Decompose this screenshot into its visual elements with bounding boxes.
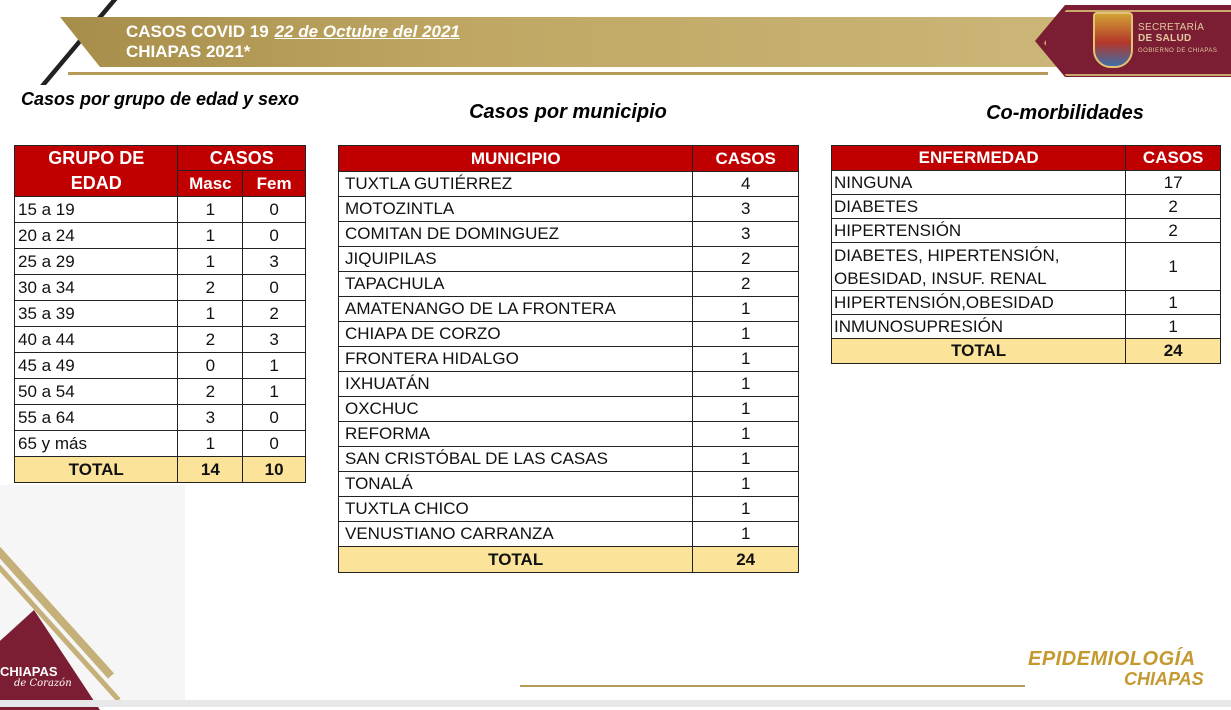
total-masc: 14 bbox=[178, 457, 243, 483]
total-cases: 24 bbox=[693, 547, 799, 573]
disease-cases-cell: 2 bbox=[1126, 219, 1221, 243]
fem-count-cell: 0 bbox=[243, 431, 306, 457]
municipality-name-cell: FRONTERA HIDALGO bbox=[339, 347, 693, 372]
total-label: TOTAL bbox=[339, 547, 693, 573]
masc-count-cell: 3 bbox=[178, 405, 243, 431]
table-row bbox=[15, 405, 306, 431]
age-group-cell: 20 a 24 bbox=[15, 223, 178, 249]
municipality-name-cell: JIQUIPILAS bbox=[339, 247, 693, 272]
table-row bbox=[15, 275, 306, 301]
bottom-bar bbox=[0, 700, 1231, 707]
total-row bbox=[339, 547, 799, 573]
logo-line-2: DE SALUD bbox=[1138, 33, 1192, 44]
fem-count-cell: 1 bbox=[243, 379, 306, 405]
table-row bbox=[15, 379, 306, 405]
title-line-1: CASOS COVID 19 bbox=[126, 22, 269, 41]
fem-count-cell: 0 bbox=[243, 275, 306, 301]
age-group-cell: 50 a 54 bbox=[15, 379, 178, 405]
coat-of-arms-icon bbox=[1093, 12, 1133, 68]
fem-count-cell: 1 bbox=[243, 353, 306, 379]
epidemiologia-brand: EPIDEMIOLOGÍA bbox=[1028, 648, 1196, 670]
municipality-cases-cell: 1 bbox=[693, 347, 799, 372]
table-row bbox=[832, 171, 1221, 195]
fem-count-cell: 0 bbox=[243, 197, 306, 223]
logo-line-1: SECRETARÍA bbox=[1138, 22, 1205, 33]
disease-name-cell: NINGUNA bbox=[832, 171, 1126, 195]
logo-subtext: GOBIERNO DE CHIAPAS bbox=[1138, 48, 1218, 54]
municipality-section-title: Casos por municipio bbox=[469, 101, 667, 123]
table-row bbox=[339, 322, 799, 347]
municipality-cases-cell: 1 bbox=[693, 397, 799, 422]
disease-cases-cell: 17 bbox=[1126, 171, 1221, 195]
municipality-cases-cell: 2 bbox=[693, 247, 799, 272]
age-sex-table bbox=[14, 145, 306, 483]
masc-count-cell: 1 bbox=[178, 249, 243, 275]
table-row bbox=[15, 431, 306, 457]
municipality-cases-cell: 1 bbox=[693, 322, 799, 347]
table-row bbox=[832, 243, 1221, 291]
municipality-name-cell: MOTOZINTLA bbox=[339, 197, 693, 222]
fem-header: Fem bbox=[243, 171, 306, 197]
municipality-cases-cell: 1 bbox=[693, 472, 799, 497]
com-cases-header: CASOS bbox=[1126, 146, 1221, 171]
table-row bbox=[339, 172, 799, 197]
masc-count-cell: 0 bbox=[178, 353, 243, 379]
municipality-cases-cell: 1 bbox=[693, 372, 799, 397]
age-group-cell: 45 a 49 bbox=[15, 353, 178, 379]
age-group-cell: 30 a 34 bbox=[15, 275, 178, 301]
table-row bbox=[339, 372, 799, 397]
municipality-cases-cell: 3 bbox=[693, 222, 799, 247]
footer-gold-line bbox=[520, 685, 1025, 687]
municipality-cases-cell: 1 bbox=[693, 297, 799, 322]
table-row bbox=[15, 301, 306, 327]
age-group-cell: 15 a 19 bbox=[15, 197, 178, 223]
age-group-cell: 35 a 39 bbox=[15, 301, 178, 327]
municipality-name-cell: AMATENANGO DE LA FRONTERA bbox=[339, 297, 693, 322]
table-row bbox=[15, 327, 306, 353]
table-row bbox=[15, 223, 306, 249]
total-row bbox=[832, 339, 1221, 364]
total-row bbox=[15, 457, 306, 483]
municipality-name-cell: TONALÁ bbox=[339, 472, 693, 497]
municipality-cases-cell: 4 bbox=[693, 172, 799, 197]
disease-name-cell: INMUNOSUPRESIÓN bbox=[832, 315, 1126, 339]
municipality-name-cell: COMITAN DE DOMINGUEZ bbox=[339, 222, 693, 247]
table-row bbox=[15, 197, 306, 223]
mun-cases-header: CASOS bbox=[693, 146, 799, 172]
masc-count-cell: 2 bbox=[178, 275, 243, 301]
table-row bbox=[339, 522, 799, 547]
table-row bbox=[15, 249, 306, 275]
table-row bbox=[832, 219, 1221, 243]
disease-name-cell: DIABETES, HIPERTENSIÓN, OBESIDAD, INSUF. RENAL bbox=[832, 243, 1126, 291]
masc-count-cell: 1 bbox=[178, 223, 243, 249]
fem-count-cell: 0 bbox=[243, 223, 306, 249]
header-underline bbox=[68, 72, 1048, 75]
municipality-cases-cell: 1 bbox=[693, 422, 799, 447]
municipality-name-cell: VENUSTIANO CARRANZA bbox=[339, 522, 693, 547]
age-group-cell: 65 y más bbox=[15, 431, 178, 457]
group-header: GRUPO DE EDAD bbox=[15, 146, 178, 197]
masc-header: Masc bbox=[178, 171, 243, 197]
chiapas-brand-text: CHIAPAS bbox=[0, 664, 58, 679]
table-row bbox=[339, 347, 799, 372]
age-group-cell: 25 a 29 bbox=[15, 249, 178, 275]
total-cases: 24 bbox=[1126, 339, 1221, 364]
total-fem: 10 bbox=[243, 457, 306, 483]
municipality-cases-cell: 1 bbox=[693, 522, 799, 547]
municipality-table bbox=[338, 145, 799, 573]
disease-name-cell: HIPERTENSIÓN,OBESIDAD bbox=[832, 291, 1126, 315]
municipality-cases-cell: 3 bbox=[693, 197, 799, 222]
total-label: TOTAL bbox=[832, 339, 1126, 364]
table-row bbox=[832, 195, 1221, 219]
table-row bbox=[832, 291, 1221, 315]
masc-count-cell: 1 bbox=[178, 301, 243, 327]
cases-header: CASOS bbox=[178, 146, 306, 171]
masc-count-cell: 2 bbox=[178, 379, 243, 405]
disease-cases-cell: 1 bbox=[1126, 243, 1221, 291]
page-title bbox=[126, 22, 460, 62]
fem-count-cell: 0 bbox=[243, 405, 306, 431]
corazon-brand-text: de Corazón bbox=[14, 678, 72, 689]
fem-count-cell: 3 bbox=[243, 327, 306, 353]
age-group-cell: 55 a 64 bbox=[15, 405, 178, 431]
age-section-title: Casos por grupo de edad y sexo bbox=[20, 89, 300, 109]
table-row bbox=[339, 497, 799, 522]
table-row bbox=[339, 397, 799, 422]
table-row bbox=[339, 272, 799, 297]
municipality-name-cell: REFORMA bbox=[339, 422, 693, 447]
comorbidity-table bbox=[831, 145, 1221, 364]
municipio-header: MUNICIPIO bbox=[339, 146, 693, 172]
logo-text bbox=[1138, 22, 1204, 44]
enfermedad-header: ENFERMEDAD bbox=[832, 146, 1126, 171]
table-row bbox=[339, 447, 799, 472]
municipality-name-cell: TAPACHULA bbox=[339, 272, 693, 297]
masc-count-cell: 1 bbox=[178, 197, 243, 223]
disease-cases-cell: 1 bbox=[1126, 291, 1221, 315]
municipality-cases-cell: 1 bbox=[693, 447, 799, 472]
disease-cases-cell: 1 bbox=[1126, 315, 1221, 339]
table-row bbox=[832, 315, 1221, 339]
epidemiologia-chiapas: CHIAPAS bbox=[1124, 669, 1204, 689]
municipality-name-cell: CHIAPA DE CORZO bbox=[339, 322, 693, 347]
table-row bbox=[339, 222, 799, 247]
report-date: 22 de Octubre del 2021 bbox=[274, 22, 460, 41]
title-line-2: CHIAPAS 2021* bbox=[126, 42, 251, 61]
fem-count-cell: 2 bbox=[243, 301, 306, 327]
table-row bbox=[339, 297, 799, 322]
municipality-cases-cell: 1 bbox=[693, 497, 799, 522]
municipality-name-cell: SAN CRISTÓBAL DE LAS CASAS bbox=[339, 447, 693, 472]
table-row bbox=[339, 422, 799, 447]
table-row bbox=[339, 247, 799, 272]
total-label: TOTAL bbox=[15, 457, 178, 483]
municipality-name-cell: OXCHUC bbox=[339, 397, 693, 422]
masc-count-cell: 2 bbox=[178, 327, 243, 353]
disease-cases-cell: 2 bbox=[1126, 195, 1221, 219]
municipality-name-cell: TUXTLA GUTIÉRREZ bbox=[339, 172, 693, 197]
table-row bbox=[15, 353, 306, 379]
disease-name-cell: DIABETES bbox=[832, 195, 1126, 219]
masc-count-cell: 1 bbox=[178, 431, 243, 457]
table-row bbox=[339, 197, 799, 222]
municipality-name-cell: TUXTLA CHICO bbox=[339, 497, 693, 522]
municipality-name-cell: IXHUATÁN bbox=[339, 372, 693, 397]
table-row bbox=[339, 472, 799, 497]
fem-count-cell: 3 bbox=[243, 249, 306, 275]
comorbidity-section-title: Co-morbilidades bbox=[986, 102, 1144, 124]
municipality-cases-cell: 2 bbox=[693, 272, 799, 297]
disease-name-cell: HIPERTENSIÓN bbox=[832, 219, 1126, 243]
age-group-cell: 40 a 44 bbox=[15, 327, 178, 353]
